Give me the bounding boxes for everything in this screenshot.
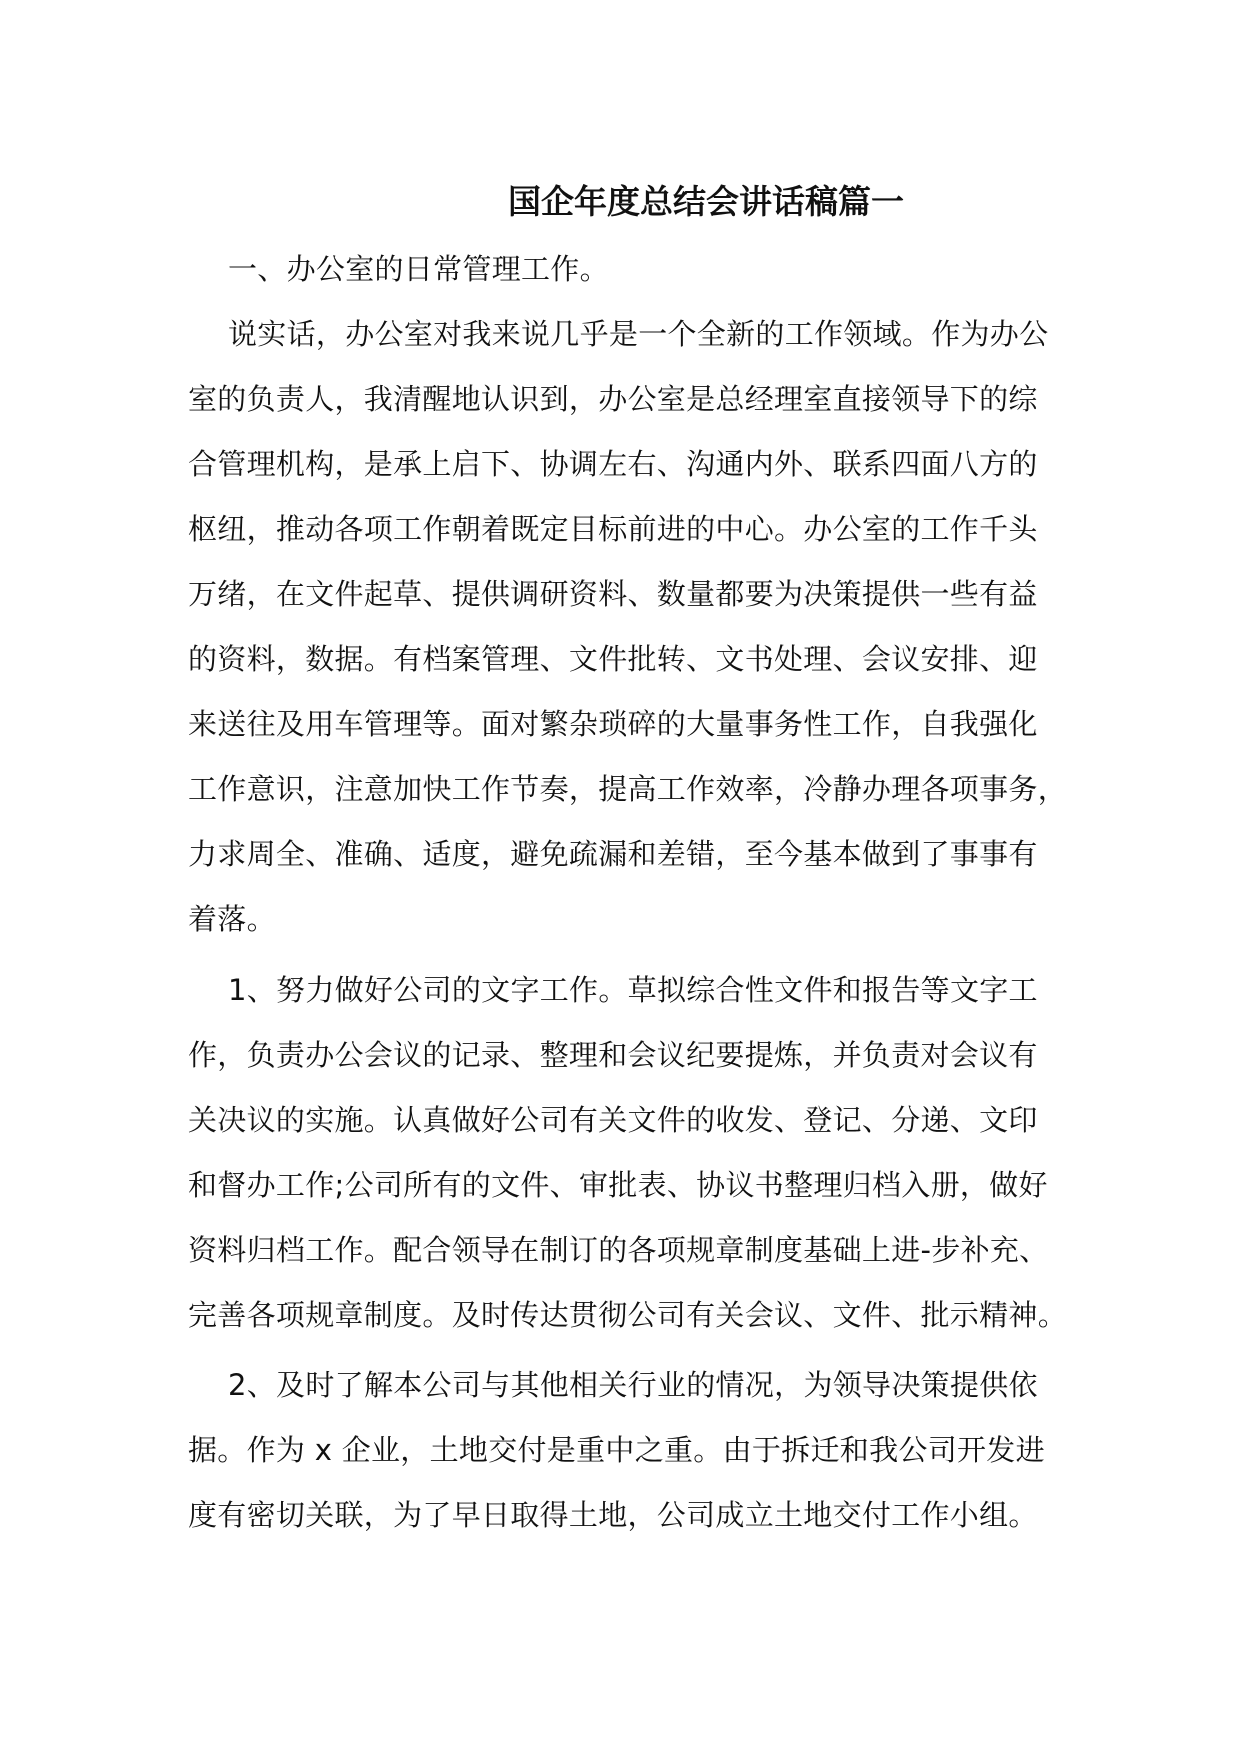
paragraph-1 bbox=[188, 302, 1068, 952]
paragraph-line: 度有密切关联，为了早日取得土地，公司成立土地交付工作小组。 bbox=[188, 1498, 1038, 1532]
section-heading-block bbox=[188, 237, 1068, 302]
paragraph-line: 万绪，在文件起草、提供调研资料、数量都要为决策提供一些有益 bbox=[188, 577, 1038, 611]
paragraph-3 bbox=[188, 1353, 1068, 1548]
paragraph-line: 合管理机构，是承上启下、协调左右、沟通内外、联系四面八方的 bbox=[188, 447, 1038, 481]
paragraph-line: 1、努力做好公司的文字工作。草拟综合性文件和报告等文字工 bbox=[228, 973, 1038, 1007]
paragraph-line: 作，负责办公会议的记录、整理和会议纪要提炼，并负责对会议有 bbox=[188, 1038, 1038, 1072]
paragraph-line: 工作意识，注意加快工作节奏，提高工作效率，冷静办理各项事务， bbox=[188, 772, 1068, 806]
paragraph-line: 完善各项规章制度。及时传达贯彻公司有关会议、文件、批示精神。 bbox=[188, 1298, 1068, 1332]
paragraph-line: 着落。 bbox=[188, 902, 276, 936]
document-title: 国企年度总结会讲话稿篇一 bbox=[508, 182, 904, 221]
paragraph-line: 来送往及用车管理等。面对繁杂琐碎的大量事务性工作，自我强化 bbox=[188, 707, 1038, 741]
paragraph-line: 的资料，数据。有档案管理、文件批转、文书处理、会议安排、迎 bbox=[188, 642, 1038, 676]
paragraph-line: 和督办工作;公司所有的文件、审批表、协议书整理归档入册，做好 bbox=[188, 1168, 1048, 1202]
paragraph-line: 据。作为 x 企业，土地交付是重中之重。由于拆迁和我公司开发进 bbox=[188, 1433, 1045, 1467]
paragraph-line: 2、及时了解本公司与其他相关行业的情况，为领导决策提供依 bbox=[228, 1368, 1038, 1402]
paragraph-line: 力求周全、准确、适度，避免疏漏和差错，至今基本做到了事事有 bbox=[188, 837, 1038, 871]
paragraph-2 bbox=[188, 958, 1068, 1348]
paragraph-line: 枢纽，推动各项工作朝着既定目标前进的中心。办公室的工作千头 bbox=[188, 512, 1038, 546]
section-heading: 一、办公室的日常管理工作。 bbox=[228, 252, 609, 286]
paragraph-line: 资料归档工作。配合领导在制订的各项规章制度基础上进-步补充、 bbox=[188, 1233, 1049, 1267]
paragraph-line: 关决议的实施。认真做好公司有关文件的收发、登记、分递、文印 bbox=[188, 1103, 1038, 1137]
paragraph-line: 室的负责人，我清醒地认识到，办公室是总经理室直接领导下的综 bbox=[188, 382, 1038, 416]
paragraph-line: 说实话，办公室对我来说几乎是一个全新的工作领域。作为办公 bbox=[228, 317, 1049, 351]
